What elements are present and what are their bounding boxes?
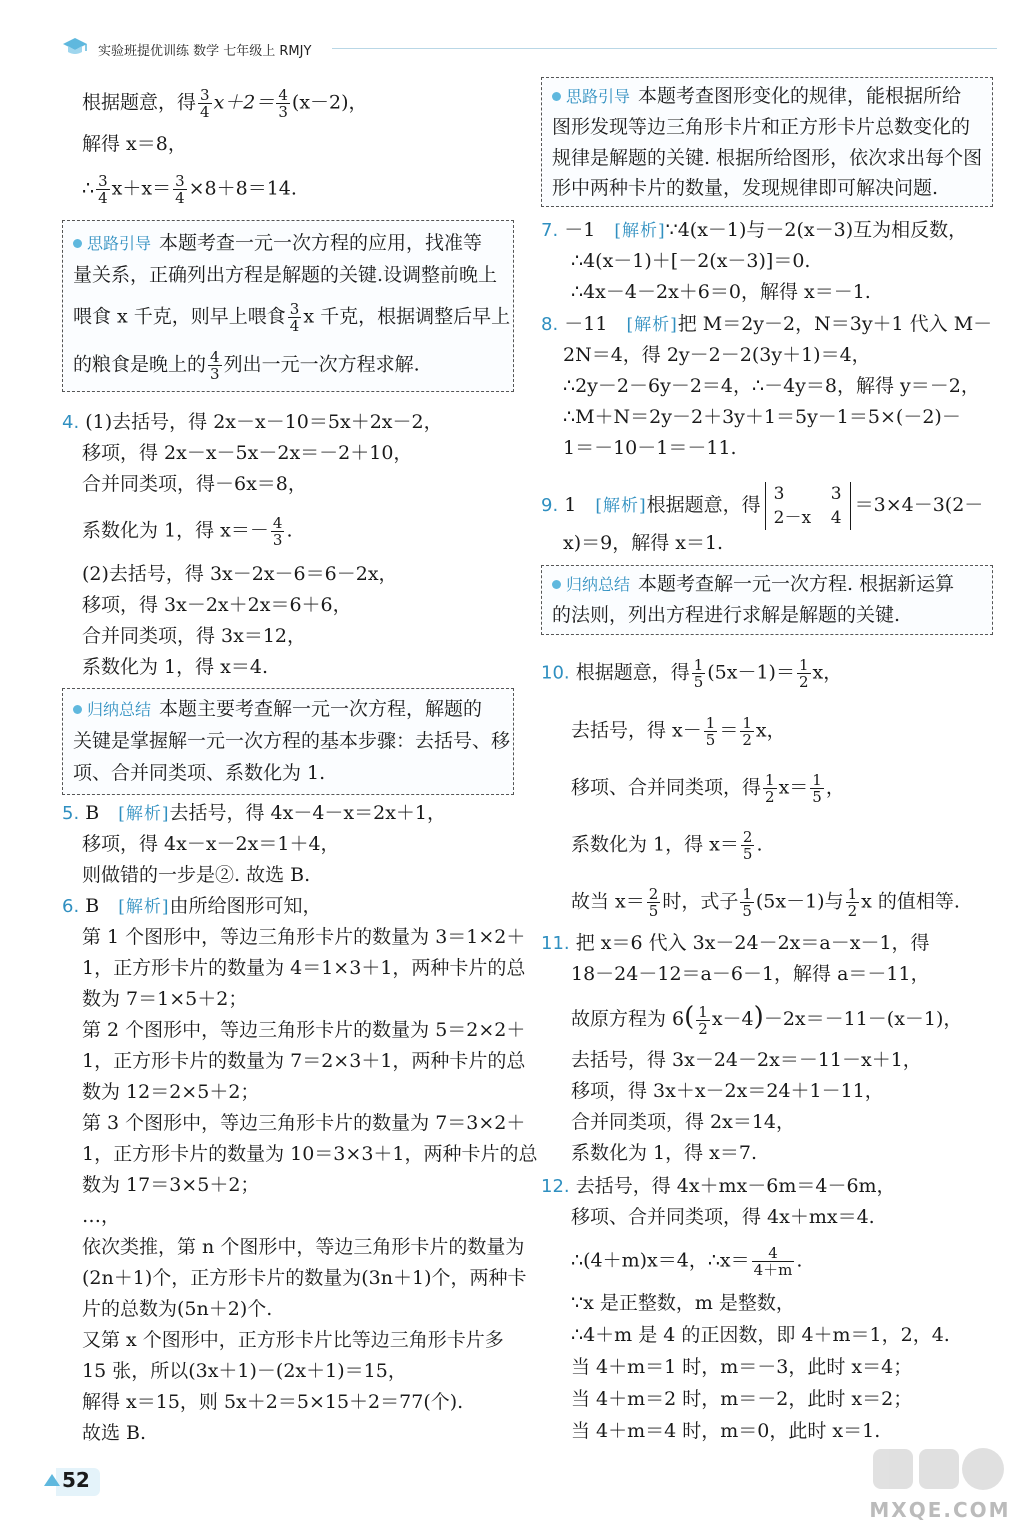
text-line: 根据题意，得 $\frac{3}{4}$ x＋2＝ $\frac{4}{3}$ (x－2)， xyxy=(82,86,368,121)
text-line: 数为 12＝2×5＋2； xyxy=(82,1081,260,1103)
text-line: 合并同类项，得 3x＝12， xyxy=(82,625,307,647)
text-line: 解得 x＝15，则 5x＋2＝5×15＋2＝77(个). xyxy=(82,1391,464,1413)
text-line: 图形发现等边三角形卡片和正方形卡片总数变化的 xyxy=(552,116,971,138)
text-line: 5. B [解析]去括号，得 4x－4－x＝2x＋1， xyxy=(62,802,447,824)
analysis-tag: [解析] xyxy=(626,315,678,335)
text-line: …， xyxy=(82,1205,121,1227)
text-line: ∴M＋N＝2y－2＋3y＋1＝5y－1＝5×(－2)－ xyxy=(563,406,961,428)
text-line: 合并同类项，得 2x＝14， xyxy=(571,1111,796,1133)
text-line: 去括号，得 3x－24－2x＝－11－x＋1， xyxy=(571,1049,922,1071)
text-line: 又第 x 个图形中，正方形卡片比等边三角形卡片多 xyxy=(82,1329,504,1351)
fraction: $\frac{2}{5}$ xyxy=(648,885,659,920)
fraction: $\frac{1}{5}$ xyxy=(705,714,716,749)
fraction: $\frac{1}{2}$ xyxy=(847,885,858,920)
text-line: 归纳总结 本题主要考查解一元一次方程，解题的 xyxy=(73,695,482,723)
fraction: $\frac{3}{4}$ xyxy=(98,172,108,207)
fraction: $\frac{1}{5}$ xyxy=(812,771,822,806)
text-line: 思路引导 本题考查图形变化的规律，能根据所给 xyxy=(552,82,961,110)
text-line: 则做错的一步是②. 故选 B. xyxy=(82,864,311,886)
text-line: 片的总数为(5n＋2)个. xyxy=(82,1298,273,1320)
text-line: 当 4＋m＝2 时，m＝－2，此时 x＝2； xyxy=(571,1388,913,1410)
text-line: 1＝－10－1＝－11. xyxy=(563,437,737,459)
analysis-tag: [解析] xyxy=(118,804,170,824)
graduation-cap-icon xyxy=(62,36,88,58)
text-line: 系数化为 1，得 x＝ $\frac{2}{5}$ . xyxy=(571,828,763,863)
text-line: 1，正方形卡片的数量为 4＝1×3＋1，两种卡片的总 xyxy=(82,957,526,979)
up-arrow-icon xyxy=(44,1474,60,1486)
text-line: 18－24－12＝a－6－1，解得 a＝－11， xyxy=(571,963,930,985)
text-line: x)＝9，解得 x＝1. xyxy=(563,532,724,554)
text-line: 形中两种卡片的数量，发现规律即可解决问题. xyxy=(552,177,939,199)
tip-tag: 思路引导 xyxy=(73,230,151,258)
text-line: ∴4x－4－2x＋6＝0，解得 x＝－1. xyxy=(571,281,871,303)
fraction: $\frac{1}{2}$ xyxy=(698,1002,708,1038)
watermark-logo xyxy=(865,1445,1015,1527)
text-line: 归纳总结 本题考查解一元一次方程. 根据新运算 xyxy=(552,570,954,598)
text-line: 1，正方形卡片的数量为 7＝2×3＋1，两种卡片的总 xyxy=(82,1050,526,1072)
summary-box xyxy=(541,565,993,635)
text-line: 数为 17＝3×5＋2； xyxy=(82,1174,260,1196)
fraction: $\frac{3}{4}$ xyxy=(175,172,185,207)
text-line: 当 4＋m＝1 时，m＝－3，此时 x＝4； xyxy=(571,1356,913,1378)
tip-box xyxy=(62,220,514,392)
page-header xyxy=(62,38,997,62)
text-line: 系数化为 1，得 x＝7. xyxy=(571,1142,758,1164)
text-line: 8. －11 [解析]把 M＝2y－2，N＝3y＋1 代入 M－ xyxy=(541,313,993,335)
text-line: 1，正方形卡片的数量为 10＝3×3＋1，两种卡片的总 xyxy=(82,1143,538,1165)
text-line: 移项，得 3x－2x＋2x＝6＋6， xyxy=(82,594,352,616)
tip-tag: 思路引导 xyxy=(552,83,630,111)
text-line: 数为 7＝1×5＋2； xyxy=(82,988,248,1010)
fraction: $\frac{1}{5}$ xyxy=(742,885,752,920)
text-line: 故选 B. xyxy=(82,1422,147,1444)
page-number: 52 xyxy=(62,1468,90,1492)
summary-tag: 归纳总结 xyxy=(552,571,630,599)
determinant: 3 3 2－x 4 xyxy=(765,482,851,530)
text-line: 故原方程为 6( $\frac{1}{2}$ x－4)－2x＝－11－(x－1)， xyxy=(571,1002,963,1038)
text-line: 当 4＋m＝4 时，m＝0，此时 x＝1. xyxy=(571,1420,881,1442)
text-line: 规律是解题的关键. 根据所给图形，依次求出每个图 xyxy=(552,147,983,169)
text-line: 解得 x＝8， xyxy=(82,133,187,155)
text-line: 11. 把 x＝6 代入 3x－24－2x＝a－x－1，得 xyxy=(541,932,930,954)
analysis-tag: [解析] xyxy=(595,496,647,516)
fraction: $\frac{4}{3}$ xyxy=(210,348,220,383)
text-line: ∴(4＋m)x＝4，∴x＝ $\frac{4}{4+m}$ . xyxy=(571,1244,803,1279)
analysis-tag: [解析] xyxy=(614,221,666,241)
text-line: 故当 x＝ $\frac{2}{5}$ 时，式子 $\frac{1}{5}$ (5x－1)与 $\frac{1}{2}$ x 的值相等. xyxy=(571,885,960,920)
summary-box xyxy=(62,688,514,795)
fraction: $\frac{1}{2}$ xyxy=(765,771,775,806)
text-line: 移项，得 4x－x－2x＝1＋4， xyxy=(82,833,340,855)
text-line: 喂食 x 千克，则早上喂食 $\frac{3}{4}$ x 千克，根据调整后早上 xyxy=(73,300,511,335)
text-line: 移项，得 3x＋x－2x＝24＋1－11， xyxy=(571,1080,884,1102)
text-line: 思路引导 本题考查一元一次方程的应用，找准等 xyxy=(73,229,482,257)
text-line: 移项、合并同类项，得 4x＋mx＝4. xyxy=(571,1206,875,1228)
text-line: 6. B [解析]由所给图形可知， xyxy=(62,895,322,917)
text-line: 去括号，得 x－ $\frac{1}{5}$ ＝ $\frac{1}{2}$ x， xyxy=(571,714,786,749)
text-line: 系数化为 1，得 x＝－ $\frac{4}{3}$ . xyxy=(82,514,293,549)
fraction: $\frac{3}{4}$ xyxy=(200,86,210,121)
text-line: 12. 去括号，得 4x＋mx－6m＝4－6m， xyxy=(541,1175,896,1197)
text-line: (2n＋1)个，正方形卡片的数量为(3n＋1)个，两种卡 xyxy=(82,1267,527,1289)
text-line: 10. 根据题意，得 $\frac{1}{5}$ (5x－1)＝ $\frac{1}{2}$ x， xyxy=(541,656,843,691)
fraction: $\frac{3}{4}$ xyxy=(289,300,300,335)
text-line: 移项、合并同类项，得 $\frac{1}{2}$ x＝ $\frac{1}{5}$ ， xyxy=(571,771,845,806)
header-rule xyxy=(332,48,997,49)
fraction: $\frac{4}{4+m}$ xyxy=(753,1244,793,1279)
fraction: $\frac{1}{2}$ xyxy=(742,714,752,749)
text-line: 15 张，所以(3x＋1)－(2x＋1)＝15， xyxy=(82,1360,407,1382)
watermark-text: MXQE.COM xyxy=(869,1498,1011,1522)
text-line: 第 1 个图形中，等边三角形卡片的数量为 3＝1×2＋ xyxy=(82,926,526,948)
text-line: 7. －1 [解析]∵4(x－1)与－2(x－3)互为相反数， xyxy=(541,219,968,241)
question-number: 4. xyxy=(62,412,80,433)
fraction: $\frac{2}{5}$ xyxy=(742,828,753,863)
text-line: ∵x 是正整数，m 是整数， xyxy=(571,1292,795,1314)
fraction: $\frac{4}{3}$ xyxy=(278,86,288,121)
text-line: 合并同类项，得－6x＝8， xyxy=(82,473,307,495)
text-line: (2)去括号，得 3x－2x－6＝6－2x， xyxy=(82,563,398,585)
text-line: 移项，得 2x－x－5x－2x＝－2＋10， xyxy=(82,442,413,464)
page-number-badge xyxy=(40,1466,100,1498)
fraction: $\frac{4}{3}$ xyxy=(272,514,283,549)
text-line: 系数化为 1，得 x＝4. xyxy=(82,656,269,678)
fraction: $\frac{1}{2}$ xyxy=(798,656,809,691)
text-line: 关键是掌握解一元一次方程的基本步骤：去括号、移 xyxy=(73,730,511,752)
text-line: 的粮食是晚上的 $\frac{4}{3}$ 列出一元一次方程求解. xyxy=(73,348,420,383)
text-line: 依次类推，第 n 个图形中，等边三角形卡片的数量为 xyxy=(82,1236,525,1258)
header-title: 实验班提优训练 数学 七年级上 RMJY xyxy=(98,44,312,59)
text-line: ∴4(x－1)＋[－2(x－3)]＝0. xyxy=(571,250,811,272)
text-line: 的法则，列出方程进行求解是解题的关键. xyxy=(552,604,901,626)
text-line: ∴2y－2－6y－2＝4，∴－4y＝8，解得 y＝－2， xyxy=(563,375,980,397)
text-line: 第 2 个图形中，等边三角形卡片的数量为 5＝2×2＋ xyxy=(82,1019,526,1041)
tip-box xyxy=(541,77,993,207)
text-line: ∴ $\frac{3}{4}$ x＋x＝ $\frac{3}{4}$ ×8＋8＝14. xyxy=(82,172,297,207)
text-line: 2N＝4，得 2y－2－2(3y＋1)＝4， xyxy=(563,344,871,366)
text-line: 项、合并同类项、系数化为 1. xyxy=(73,762,326,784)
text-line: 4. (1)去括号，得 2x－x－10＝5x＋2x－2， xyxy=(62,411,443,433)
analysis-tag: [解析] xyxy=(118,897,170,917)
text-line: ∴4＋m 是 4 的正因数，即 4＋m＝1，2，4. xyxy=(571,1324,950,1346)
fraction: $\frac{1}{5}$ xyxy=(693,656,704,691)
text-line: 量关系，正确列出方程是解题的关键.设调整前晚上 xyxy=(73,264,498,286)
summary-tag: 归纳总结 xyxy=(73,696,151,724)
text-line: 第 3 个图形中，等边三角形卡片的数量为 7＝3×2＋ xyxy=(82,1112,526,1134)
text-line: 9. 1 [解析]根据题意，得 3 3 2－x 4 ＝3×4－3(2－ xyxy=(541,484,984,528)
